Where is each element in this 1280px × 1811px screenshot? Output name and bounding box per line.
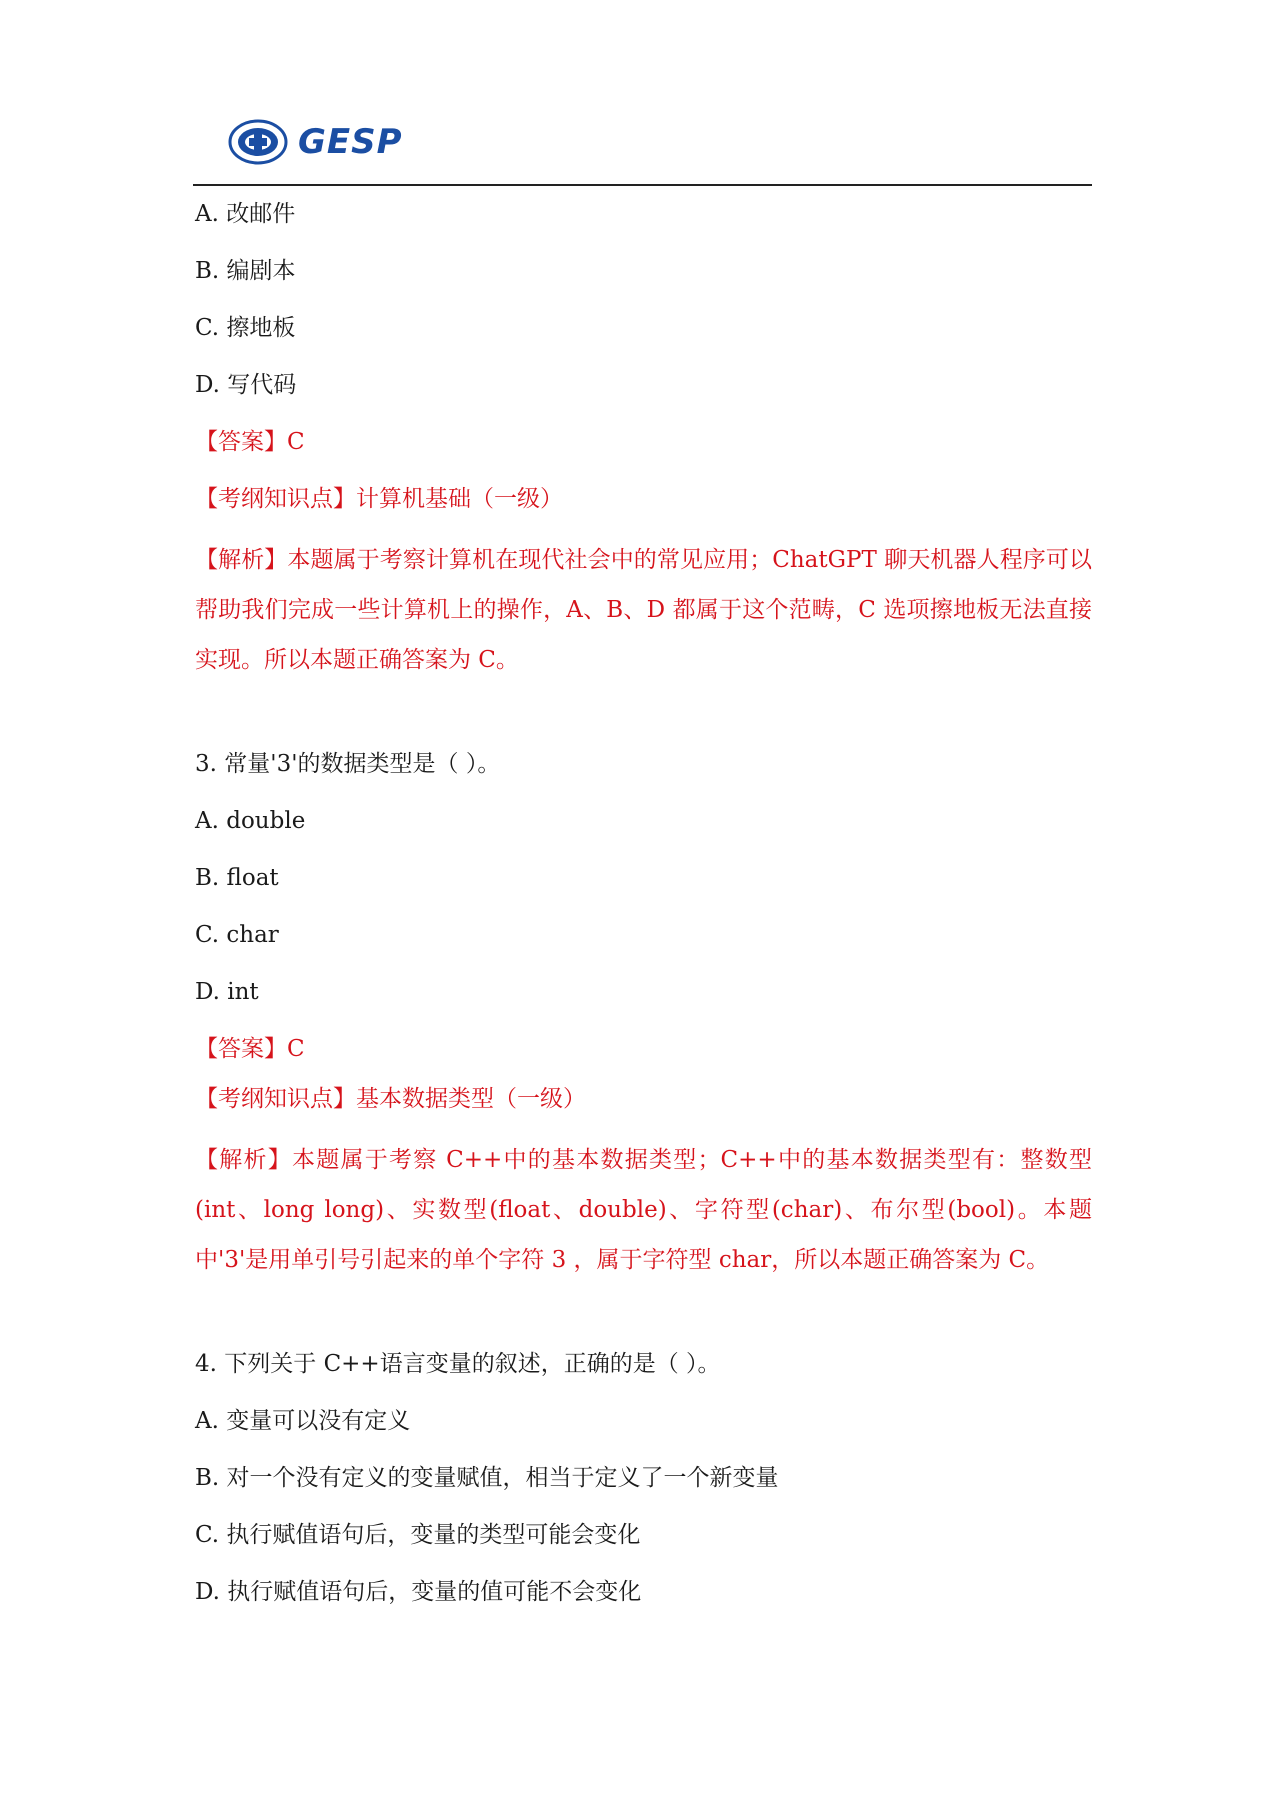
q4-question: 4. 下列关于 C++语言变量的叙述，正确的是（ ）。 [195, 1351, 721, 1377]
gesp-logo [228, 118, 403, 166]
q3-option-c: C. char [195, 922, 279, 948]
q3-knowledge-point: 【考纲知识点】基本数据类型（一级） [195, 1086, 586, 1112]
q3-option-d: D. int [195, 979, 259, 1005]
q2-option-b: B. 编剧本 [195, 258, 296, 284]
spacer [195, 693, 1092, 743]
q4-option-c: C. 执行赋值语句后，变量的类型可能会变化 [195, 1522, 641, 1548]
header-rule [193, 184, 1092, 186]
q2-option-d: D. 写代码 [195, 372, 297, 398]
q2-answer: 【答案】C [195, 429, 305, 455]
ccf-seal-icon [228, 119, 288, 165]
q2-knowledge-point: 【考纲知识点】计算机基础（一级） [195, 486, 563, 512]
exam-content [195, 193, 1092, 1628]
q3-question: 3. 常量'3'的数据类型是（ ）。 [195, 751, 501, 777]
q2-option-a: A. 改邮件 [195, 201, 296, 227]
q4-option-a: A. 变量可以没有定义 [195, 1408, 411, 1434]
gesp-wordmark: GESP [298, 122, 403, 162]
q4-option-d: D. 执行赋值语句后，变量的值可能不会变化 [195, 1579, 642, 1605]
q4-option-b: B. 对一个没有定义的变量赋值，相当于定义了一个新变量 [195, 1465, 779, 1491]
q2-analysis: 【解析】本题属于考察计算机在现代社会中的常见应用；ChatGPT 聊天机器人程序可以帮助我们完成一些计算机上的操作，A、B、D 都属于这个范畴，C 选项擦地板无法直接实现。所以本题正确答案为 C。 [195, 547, 1092, 673]
q3-answer: 【答案】C [195, 1036, 305, 1062]
q3-option-a: A. double [195, 808, 306, 834]
spacer [195, 1293, 1092, 1343]
q3-option-b: B. float [195, 865, 279, 891]
q3-analysis: 【解析】本题属于考察 C++中的基本数据类型；C++中的基本数据类型有：整数型(int、long long)、实数型(float、double)、字符型(char)、布尔型(bool)。本题中'3'是用单引号引起来的单个字符 3 ，属于字符型 char，所以本题正确答案为 C。 [195, 1147, 1092, 1273]
q2-option-c: C. 擦地板 [195, 315, 296, 341]
